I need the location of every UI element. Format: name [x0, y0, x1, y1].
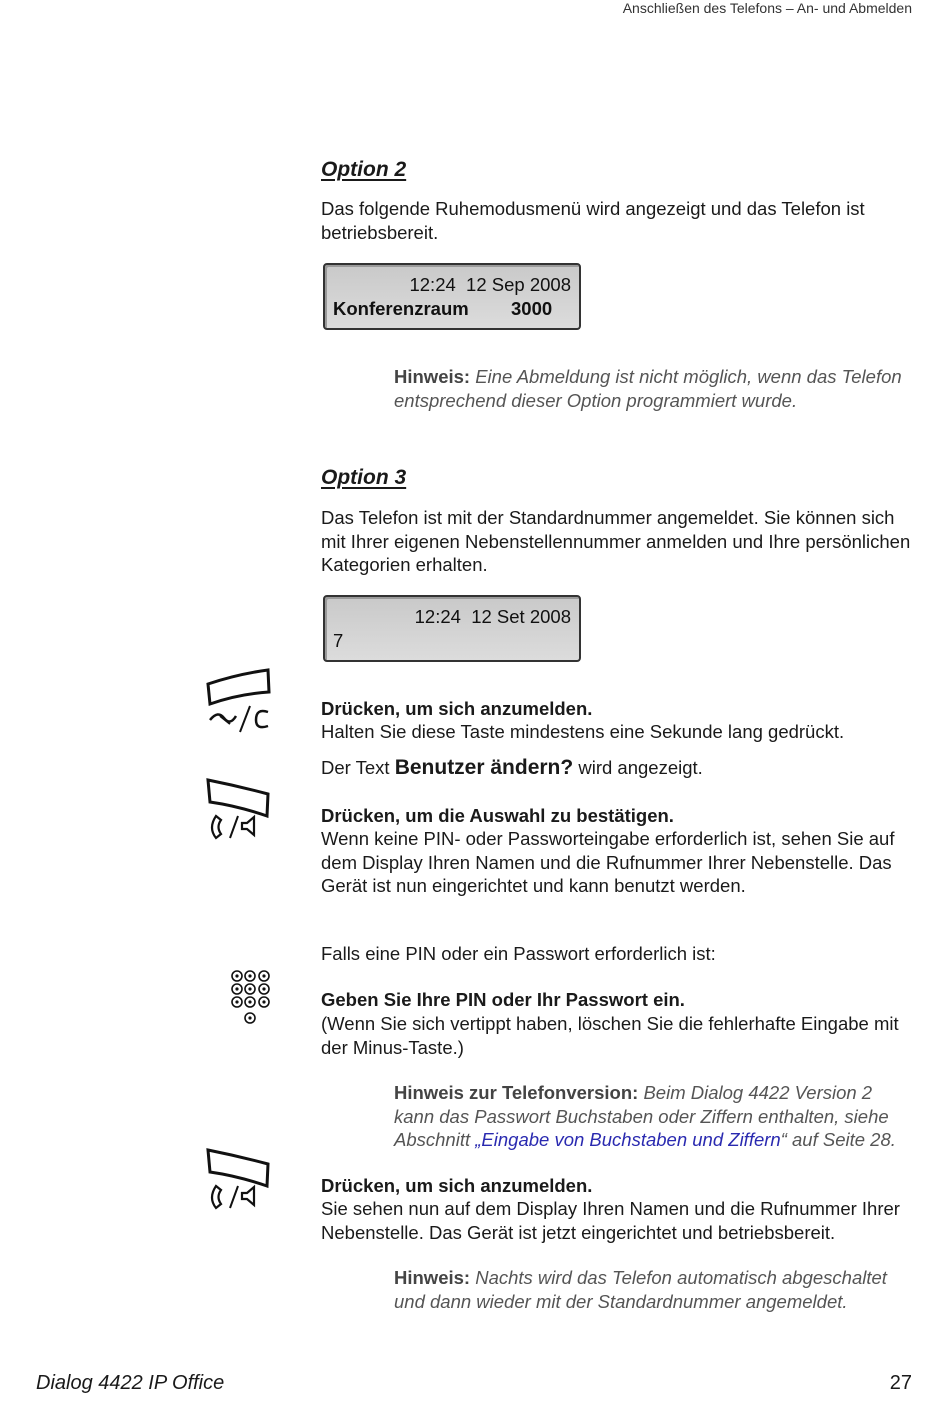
version-note-text: Beim Dialog 4422 Version 2 kann das Passwort Buchstaben oder Ziffern enthalten, siehe Abschnitt: [394, 1082, 889, 1150]
version-note-text-after: “ auf Seite 28.: [780, 1129, 896, 1150]
step2-text: Wenn keine PIN- oder Passworteingabe erforderlich ist, sehen Sie auf dem Display Ihren Namen und die Rufnummer Ihrer Nebenstelle. Das Gerät ist nun eingerichtet und kann benutzt werden.: [321, 828, 895, 896]
handset-speaker-key-icon: [204, 776, 274, 842]
idle-display-option3: [323, 595, 581, 662]
note-label: Hinweis:: [394, 366, 471, 387]
option2-note: [394, 365, 914, 412]
display-digit: 7: [333, 630, 344, 651]
option3-heading: Option 3: [321, 466, 407, 489]
handset-speaker-key-icon: [204, 1146, 274, 1212]
option2-text: Das folgende Ruhemodusmenü wird angezeigt und das Telefon ist betriebsbereit.: [321, 198, 865, 243]
clear-key-icon: [204, 668, 274, 736]
final-note: [394, 1266, 914, 1313]
step3-bold: Geben Sie Ihre PIN oder Ihr Passwort ein.: [321, 989, 685, 1010]
step3-text: (Wenn Sie sich vertippt haben, löschen Sie die fehlerhafte Eingabe mit der Minus-Taste.): [321, 1013, 899, 1058]
display-time-date: 12:24 12 Sep 2008: [409, 274, 571, 295]
pin-intro: Falls eine PIN oder ein Passwort erforderlich ist:: [321, 943, 716, 964]
display-time-date: 12:24 12 Set 2008: [414, 606, 571, 627]
step4-text: Sie sehen nun auf dem Display Ihren Namen und die Rufnummer Ihrer Nebenstelle. Das Gerät ist jetzt eingerichtet und betriebsbereit.: [321, 1198, 900, 1243]
keypad-icon: [228, 968, 274, 1028]
option3-text: Das Telefon ist mit der Standardnummer angemeldet. Sie können sich mit Ihrer eigenen Nebenstellennummer anmelden und Ihre persönlichen Kategorien erhalten.: [321, 507, 911, 575]
running-head: Anschließen des Telefons – An- und Abmelden: [622, 0, 912, 16]
note-text: Eine Abmeldung ist nicht möglich, wenn das Telefon entsprechend dieser Option programmiert wurde.: [394, 366, 902, 411]
section-link[interactable]: „Eingabe von Buchstaben und Ziffern: [475, 1129, 781, 1150]
footer-title: Dialog 4422 IP Office: [36, 1372, 225, 1394]
step4-bold: Drücken, um sich anzumelden.: [321, 1175, 593, 1196]
final-note-text: Nachts wird das Telefon automatisch abgeschaltet und dann wieder mit der Standardnummer angemeldet.: [394, 1267, 887, 1312]
version-note-label: Hinweis zur Telefonversion:: [394, 1082, 639, 1103]
step1-bold: Drücken, um sich anzumelden.: [321, 698, 593, 719]
benutzer-aendern-text: Benutzer ändern?: [394, 756, 574, 779]
step2-bold: Drücken, um die Auswahl zu bestätigen.: [321, 805, 674, 826]
option2-heading: Option 2: [321, 158, 407, 181]
text-prefix: Der Text: [321, 757, 395, 778]
final-note-label: Hinweis:: [394, 1267, 471, 1288]
display-name: Konferenzraum: [333, 298, 469, 319]
text-suffix: wird angezeigt.: [573, 757, 703, 778]
step1-text2: [321, 756, 703, 780]
display-number: 3000: [511, 298, 553, 319]
step1-text: Halten Sie diese Taste mindestens eine Sekunde lang gedrückt.: [321, 721, 845, 742]
page-number: 27: [889, 1372, 912, 1394]
version-note: [394, 1081, 916, 1152]
idle-display-option2: [323, 263, 581, 330]
